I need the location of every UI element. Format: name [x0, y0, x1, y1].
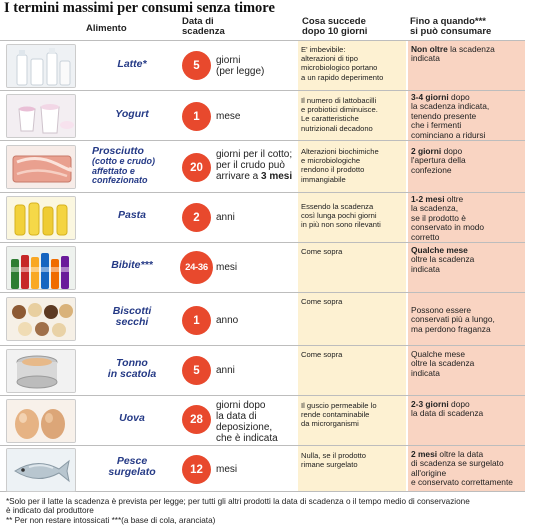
fino-line: all'origine: [411, 467, 447, 478]
cosa-line: E' imbevibile:: [301, 45, 346, 54]
fino-bold: 1-2 mesi: [411, 194, 445, 204]
fino-biscotti: [411, 306, 523, 334]
fino-latte: [411, 45, 523, 64]
fino-line: confezione: [411, 164, 452, 175]
badge-prosciutto: 20: [182, 153, 211, 182]
food-name-line: Pesce: [116, 455, 148, 467]
footnote-1: *Solo per il latte la scadenza è prevista per legge; per tutti gli altri prodotti la data di scadenza o il tempo medio di conservazione: [6, 497, 470, 506]
cosa-line: così lunga pochi giorni: [301, 211, 377, 221]
biscuits-image: [6, 297, 76, 341]
fino-text: la scadenza: [447, 44, 495, 54]
food-name-line: surgelato: [108, 466, 156, 478]
fino-line: l'apertura della: [411, 155, 466, 166]
food-name-prosciutto: [92, 146, 192, 186]
cosa-line: microbiologico portano: [301, 63, 378, 73]
prosciutto-image: [6, 145, 76, 189]
durata-line: anni: [216, 365, 235, 376]
footnote-2: è indicato dal produttore: [6, 506, 94, 515]
durata-latte: [216, 55, 300, 77]
food-name-pesce: [82, 456, 182, 478]
durata-tonno: [216, 365, 300, 376]
fino-bold: 2 giorni: [411, 146, 442, 156]
cosa-biscotti: [301, 297, 405, 306]
durata-line: anno: [216, 315, 239, 326]
fino-line: conservato in modo: [411, 222, 485, 233]
header-data-line1: Data di: [182, 16, 214, 27]
cosa-line: Il numero di lattobacilli: [301, 96, 377, 105]
fino-line: di scadenza se surgelato: [411, 458, 504, 469]
durata-line: anni: [216, 212, 235, 223]
fino-line: Possono essere: [411, 305, 472, 315]
durata-yogurt: [216, 111, 300, 122]
durata-line: deposizione,: [216, 422, 273, 433]
fino-line: conservati più a lungo,: [411, 314, 495, 325]
badge-uova: 28: [182, 405, 211, 434]
durata-line: per il crudo può: [216, 160, 285, 171]
fino-line: oltre la scadenza: [411, 358, 475, 369]
table-row-tonno: [0, 345, 525, 395]
durata-text: arrivare a: [216, 171, 262, 182]
header-cosa-line1: Cosa succede: [302, 16, 366, 27]
cosa-line: rendono il prodotto: [301, 165, 365, 175]
cosa-line: Come sopra: [301, 297, 343, 306]
cosa-line: in più non sono rilevanti: [301, 220, 381, 230]
cosa-latte: [301, 45, 405, 82]
durata-biscotti: [216, 315, 300, 326]
fino-tonno: [411, 350, 523, 378]
fino-bold: 2-3 giorni: [411, 399, 449, 409]
durata-bold: 3 mesi: [261, 171, 293, 182]
fino-line: la scadenza,: [411, 203, 459, 214]
food-name-line: (cotto e crudo): [92, 156, 155, 166]
header-data-line2: scadenza: [182, 26, 225, 37]
badge-bibite: 24-36: [180, 251, 213, 284]
food-name-line: Tonno: [116, 357, 148, 369]
durata-bibite: [216, 262, 300, 273]
fino-pesce: [411, 450, 523, 488]
yogurt-image: [6, 94, 76, 138]
table-row-bibite: [0, 242, 525, 292]
eggs-image: [6, 399, 76, 443]
footnote-3: ** Per non restare intossicati ***(a base di cola, aranciata): [6, 516, 216, 525]
cosa-yogurt: [301, 96, 405, 133]
cosa-line: e microbiologiche: [301, 156, 361, 166]
fino-pasta: [411, 195, 523, 242]
fino-uova: [411, 400, 523, 419]
durata-prosciutto: [216, 149, 300, 182]
fino-line: se il prodotto è: [411, 212, 466, 223]
fino-bold: 2 mesi: [411, 449, 438, 459]
table-row-latte: [0, 40, 525, 90]
fino-prosciutto: [411, 147, 523, 175]
badge-pesce: 12: [182, 455, 211, 484]
cosa-tonno: [301, 350, 405, 359]
fino-line: e conservato correttamente: [411, 477, 513, 488]
cosa-pasta: [301, 202, 405, 230]
cosa-line: Essendo la scadenza: [301, 202, 374, 211]
fino-line: indicata: [411, 53, 440, 64]
fino-text: dopo: [448, 399, 470, 409]
fino-text: dopo: [441, 146, 463, 156]
durata-line: giorni per il cotto;: [216, 149, 293, 160]
header-data-scadenza: [182, 17, 225, 37]
durata-line: mese: [216, 111, 241, 122]
frozen-fish-image: [6, 448, 76, 492]
cosa-line: da microrganismi: [301, 419, 359, 429]
cosa-line: immangiabile: [301, 174, 346, 184]
fino-line: corretto: [411, 231, 440, 242]
fino-line: oltre la scadenza: [411, 254, 475, 265]
header-fino-line1: Fino a quando***: [410, 16, 486, 27]
food-name-yogurt: Yogurt: [115, 108, 149, 120]
fino-bold: Non oltre: [411, 44, 448, 54]
food-name-line: Biscotti: [112, 305, 152, 317]
cosa-line: Le caratteristiche: [301, 114, 359, 124]
food-name-line: in scatola: [107, 368, 157, 380]
fino-line: tenendo presente: [411, 110, 477, 121]
header-fino-a-quando: [410, 17, 491, 37]
food-name-latte: Latte*: [117, 58, 147, 70]
badge-latte: 5: [182, 51, 211, 80]
cosa-line: Il guscio permeabile lo: [301, 401, 377, 410]
table-row-biscotti: [0, 292, 525, 345]
cosa-line: rimane surgelato: [301, 460, 358, 470]
badge-yogurt: 1: [182, 102, 211, 131]
badge-pasta: 2: [182, 203, 211, 232]
fino-line: indicata: [411, 367, 440, 378]
badge-tonno: 5: [182, 356, 211, 385]
food-name-bibite: Bibite***: [111, 259, 153, 271]
pasta-image: [6, 196, 76, 240]
cosa-pesce: [301, 451, 405, 469]
cosa-line: Nulla, se il prodotto: [301, 451, 367, 460]
fino-line: cominciano a ridursi: [411, 129, 486, 140]
food-name-line: secchi: [115, 316, 149, 328]
durata-line: giorni dopo: [216, 400, 266, 411]
fino-bold: 3-4 giorni: [411, 92, 449, 102]
milk-bottles-image: [6, 44, 76, 88]
header-cosa-succede: [302, 17, 367, 37]
food-name-biscotti: [82, 306, 182, 328]
cosa-line: Alterazioni biochimiche: [301, 147, 379, 156]
cosa-line: Come sopra: [301, 247, 343, 256]
fino-bibite: [411, 246, 523, 274]
food-name-line: Prosciutto: [92, 145, 144, 157]
fino-line: indicata: [411, 263, 440, 274]
table-row-prosciutto: [0, 140, 525, 192]
fino-text: oltre: [444, 194, 464, 204]
fino-yogurt: [411, 93, 523, 140]
fino-line: che i fermenti: [411, 120, 462, 131]
fino-line: ma perdono fraganza: [411, 323, 491, 334]
infographic-title: I termini massimi per consumi senza timore: [4, 0, 275, 16]
table-row-uova: [0, 395, 525, 445]
cosa-line: rende contaminabile: [301, 410, 370, 420]
header-cosa-line2: dopo 10 giorni: [302, 26, 368, 37]
fino-line: la scadenza indicata,: [411, 101, 490, 112]
food-name-tonno: [82, 358, 182, 380]
cosa-line: e probiotici diminuisce.: [301, 105, 378, 115]
table-row-pasta: [0, 192, 525, 242]
cosa-line: a un rapido deperimento: [301, 72, 384, 82]
table-row-yogurt: [0, 90, 525, 140]
food-name-line: affettato e: [92, 165, 135, 176]
cosa-line: Come sopra: [301, 350, 343, 359]
durata-line: che è indicata: [216, 433, 278, 444]
food-name-pasta: Pasta: [117, 209, 147, 221]
fino-text: dopo: [448, 92, 470, 102]
durata-pasta: [216, 212, 300, 223]
fino-line: Qualche mese: [411, 349, 465, 359]
tuna-can-image: [6, 349, 76, 393]
durata-uova: [216, 400, 300, 444]
food-name-uova: Uova: [119, 412, 145, 424]
durata-line: mesi: [216, 464, 238, 475]
durata-line: (per legge): [216, 66, 265, 77]
food-name-line: confezionato: [92, 175, 148, 185]
header-alimento: Alimento: [86, 23, 127, 34]
soft-drinks-image: [6, 246, 76, 290]
durata-line: mesi: [216, 262, 238, 273]
fino-text: oltre la data: [437, 449, 484, 459]
durata-pesce: [216, 464, 300, 475]
cosa-line: nutrizionali decadono: [301, 123, 373, 133]
table-row-pesce: [0, 445, 525, 492]
cosa-uova: [301, 401, 405, 429]
cosa-prosciutto: [301, 147, 405, 184]
durata-line: la data di: [216, 411, 257, 422]
cosa-line: alterazioni di tipo: [301, 54, 358, 64]
durata-line: giorni: [216, 55, 241, 66]
fino-line: la data di scadenza: [411, 408, 484, 419]
cosa-bibite: [301, 247, 405, 256]
fino-bold: Qualche mese: [411, 245, 468, 255]
badge-biscotti: 1: [182, 306, 211, 335]
header-fino-line2: si può consumare: [410, 26, 492, 37]
